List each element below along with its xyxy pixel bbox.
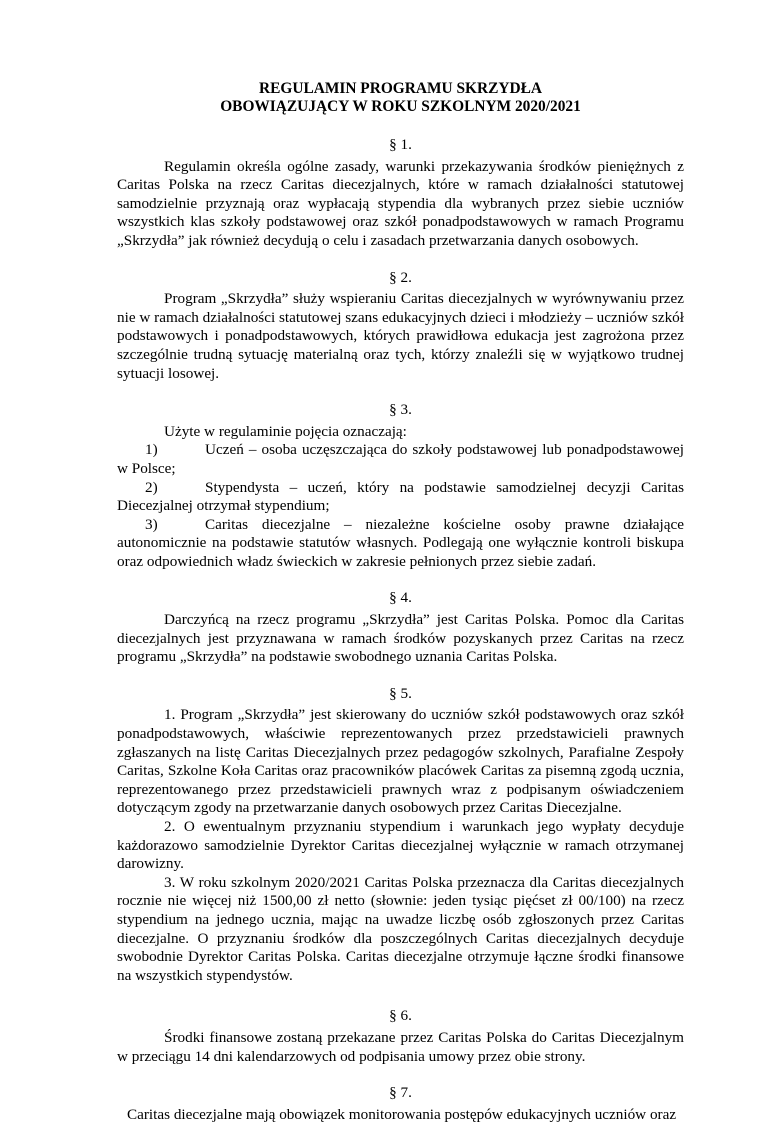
section-paragraph: Darczyńcą na rzecz programu „Skrzydła” jest Caritas Polska. Pomoc dla Caritas diecezjalnych jest przyznawana w ramach środków pozyskanych przez Caritas na rzecz programu „Skrzydła” na podstawie swobodnego uznania Caritas Polska. bbox=[117, 611, 684, 666]
section-paragraph: Caritas diecezjalne mają obowiązek monitorowania postępów edukacyjnych uczniów oraz bbox=[127, 1105, 677, 1123]
section-paragraph-1: 1. Program „Skrzydła” jest skierowany do uczniów szkół podstawowych oraz szkół ponadpodstawowych, właściwie reprezentowanych przez przedstawicieli prawnych zgłaszanych na listę Caritas Diecezjalnych przez pedagogów szkolnych, Parafialne Zespoły Caritas, Szkolne Koła Caritas oraz pracowników placówek Caritas za pisemną zgodą ucznia, reprezentowanego przez przedstawicieli prawnych wraz z podpisanym oświadczeniem dotyczącym zgody na przetwarzanie danych osobowych przez Caritas Diecezjalne. bbox=[117, 706, 684, 817]
section-3 bbox=[117, 401, 684, 571]
section-sign: § 2. bbox=[389, 268, 412, 286]
list-item-number: 3) bbox=[145, 515, 158, 533]
list-item bbox=[117, 516, 684, 572]
section-4 bbox=[117, 589, 684, 666]
document-title bbox=[117, 80, 684, 116]
section-sign: § 5. bbox=[389, 684, 412, 702]
section-paragraph-2: 2. O ewentualnym przyznaniu stypendium i warunkach jego wypłaty decyduje każdorazowo samodzielnie Dyrektor Caritas diecezjalnej wyłącznie w ramach otrzymanej darowizny. bbox=[117, 818, 684, 873]
list-item bbox=[117, 479, 684, 516]
section-sign: § 4. bbox=[389, 589, 412, 607]
list-item-text: Uczeń – osoba uczęszczająca do szkoły podstawowej lub ponadpodstawowej w Polsce; bbox=[117, 441, 684, 477]
section-paragraph: Regulamin określa ogólne zasady, warunki przekazywania środków pieniężnych z Caritas Polska na rzecz Caritas diecezjalnych, które w ramach działalności statutowej samodzielnie przyznają oraz wypłacają stypendia dla wybranych przez siebie uczniów wszystkich klas szkoły podstawowej oraz szkół ponadpodstawowych w ramach Programu „Skrzydła” jak również decydują o celu i zasadach przetwarzania danych osobowych. bbox=[117, 157, 684, 249]
section-sign: § 7. bbox=[389, 1084, 412, 1102]
section-6 bbox=[117, 1007, 684, 1066]
list-item-text: Caritas diecezjalne – niezależne kościelne osoby prawne działające autonomicznie na podstawie statutów własnych. Podlegają one wyłącznie kontroli biskupa oraz odpowiednich władz świeckich w zakresie pełnionych przez siebie zadań. bbox=[117, 515, 684, 570]
section-5 bbox=[117, 685, 684, 986]
title-line-1: REGULAMIN PROGRAMU SKRZYDŁA bbox=[258, 80, 543, 97]
section-sign: § 3. bbox=[389, 401, 412, 419]
section-paragraph-3: 3. W roku szkolnym 2020/2021 Caritas Polska przeznacza dla Caritas diecezjalnych rocznie nie więcej niż 1500,00 zł netto (słownie: jeden tysiąc pięćset zł 00/100) na rzecz stypendium na jednego ucznia, mając na uwadze liczbę osób zgłoszonych przez Caritas diecezjalne. O przyznaniu środków dla poszczególnych Caritas diecezjalnych decyduje swobodnie Dyrektor Caritas Polska. Caritas diecezjalne otrzymuje łączne środki finansowe na wszystkich stypendystów. bbox=[117, 873, 684, 984]
list-item-number: 1) bbox=[145, 441, 158, 459]
section-sign: § 1. bbox=[389, 136, 412, 153]
list-item bbox=[117, 441, 684, 478]
section-paragraph: Środki finansowe zostaną przekazane przez Caritas Polska do Caritas Diecezjalnym w przeciągu 14 dni kalendarzowych od podpisania umowy przez obie strony. bbox=[117, 1028, 684, 1065]
section-intro: Użyte w regulaminie pojęcia oznaczają: bbox=[164, 422, 407, 440]
list-item-text: Stypendysta – uczeń, który na podstawie samodzielnej decyzji Caritas Diecezjalnej otrzymał stypendium; bbox=[117, 478, 684, 515]
section-sign: § 6. bbox=[389, 1007, 412, 1025]
list-item-number: 2) bbox=[145, 478, 158, 496]
section-2 bbox=[117, 269, 684, 384]
title-line-2: OBOWIĄZUJĄCY W ROKU SZKOLNYM 2020/2021 bbox=[220, 98, 581, 115]
section-7 bbox=[117, 1084, 684, 1124]
section-paragraph: Program „Skrzydła” służy wspieraniu Caritas diecezjalnych w wyrównywaniu przez nie w ramach działalności statutowej szans edukacyjnych dzieci i młodzieży – uczniów szkół podstawowych i ponadpodstawowych, których prawidłowa edukacja jest zagrożona przez szczególnie trudną sytuację materialną oraz tych, którzy znaleźli się w wyjątkowo trudnej sytuacji losowej. bbox=[117, 290, 684, 382]
section-1 bbox=[117, 136, 684, 251]
